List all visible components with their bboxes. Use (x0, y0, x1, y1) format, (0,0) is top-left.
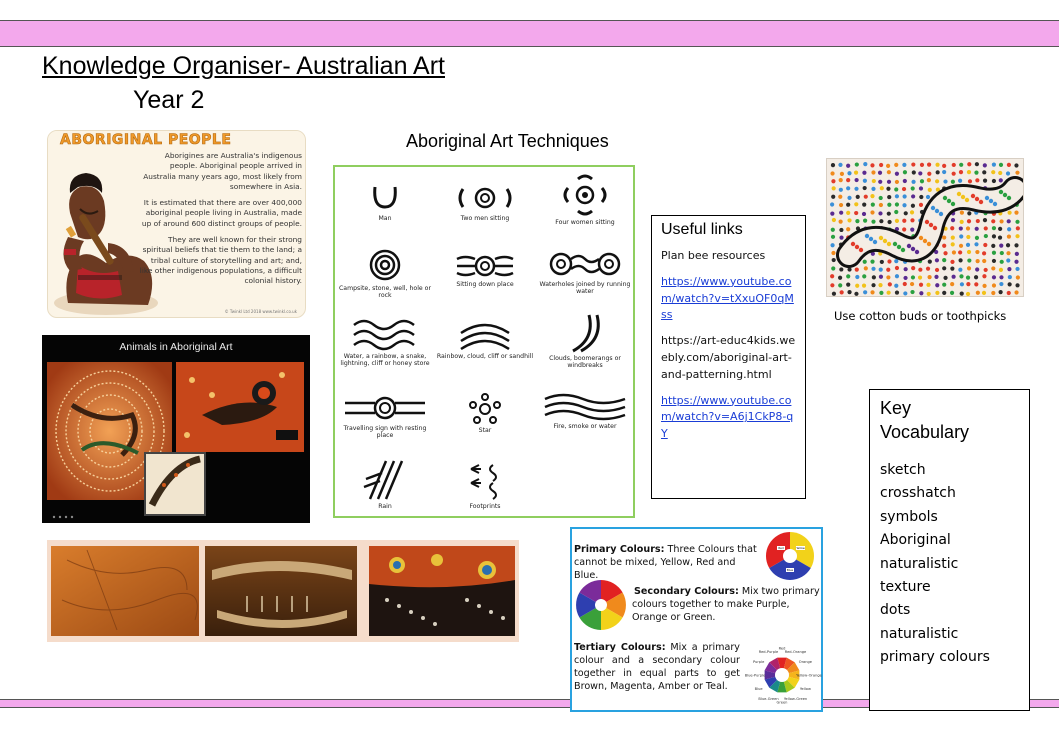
aboriginal-people-poster (47, 130, 306, 318)
technique-man: Man (335, 183, 435, 222)
dot-painting-caption: Use cotton buds or toothpicks (834, 309, 1007, 323)
primary-colours-text: Primary Colours: Three Colours that cannot be mixed, Yellow, Red and Blue. (574, 544, 757, 581)
tertiary-wheel-label: Yellow-Orange (796, 673, 822, 678)
sitting-down-place-icon (455, 253, 515, 279)
technique-fire-smoke-water: Fire, smoke or water (535, 391, 635, 430)
poster-text (136, 151, 302, 293)
poster-credit: © Twinkl Ltd 2018 www.twinkl.co.uk (224, 309, 297, 314)
animals-title: Animals in Aboriginal Art (119, 341, 233, 353)
technique-waterholes: Waterholes joined by running water (535, 249, 635, 296)
useful-links-box (651, 215, 806, 499)
technique-campsite: Campsite, stone, well, hole or rock (335, 247, 435, 300)
link-plan-bee: Plan bee resources (661, 249, 766, 262)
tertiary-wheel-label: Orange (798, 660, 813, 664)
vocabulary-word: primary colours (880, 649, 990, 666)
vocabulary-heading: Key Vocabulary (880, 398, 970, 442)
bark-painting-images (47, 540, 519, 642)
tertiary-wheel-label: Red-Orange (784, 650, 807, 655)
dot-painting-snake-artwork (827, 159, 1024, 297)
poster-paragraph: Aborigines are Australia's indigenous people. Aboriginal people arrived in Australia many years ago, most likely from somewhere in Asia. (143, 151, 302, 191)
footprints-icon (465, 461, 505, 501)
star-icon (468, 393, 502, 425)
animal-artwork-images (42, 335, 310, 523)
technique-sitting-down-place: Sitting down place (435, 253, 535, 288)
vocabulary-word: crosshatch (880, 485, 956, 502)
man-symbol-icon (365, 183, 405, 213)
technique-four-women-sitting: Four women sitting (535, 173, 635, 226)
primary-colour-wheel-icon (765, 531, 815, 581)
technique-clouds-boomerangs: Clouds, boomerangs or windbreaks (535, 311, 635, 370)
techniques-chart (333, 165, 635, 518)
link-youtube-1[interactable]: https://www.youtube.com/watch?v=tXxuOF0qMss (661, 274, 794, 322)
secondary-colours-text: Secondary Colours: Mix two primary colours together to make Purple, Orange or Green. (632, 586, 820, 623)
poster-title: ABORIGINAL PEOPLE (60, 132, 232, 148)
animals-in-aboriginal-art-panel (42, 335, 310, 523)
link-youtube-2[interactable]: https://www.youtube.com/watch?v=A6j1CkP8-qY (661, 393, 794, 441)
poster-paragraph: They are well known for their strong spiritual beliefs that tie them to the land; a tribal culture of storytelling and art; and, like other indigenous populations, a difficult colonial history. (139, 235, 302, 286)
tertiary-wheel-label: Blue-Purple (744, 673, 766, 678)
tertiary-wheel-label: Blue (754, 687, 763, 691)
vocabulary-word: sketch (880, 462, 926, 478)
technique-rainbow-cloud: Rainbow, cloud, cliff or sandhill (435, 319, 535, 360)
wheel-label-red: Red (778, 546, 784, 551)
two-men-sitting-icon (455, 183, 515, 213)
vocabulary-word: naturalistic (880, 625, 959, 642)
fire-smoke-lines-icon (543, 391, 627, 421)
page-title: Knowledge Organiser- Australian Art (42, 52, 445, 80)
campsite-concentric-circles-icon (367, 247, 403, 283)
vocabulary-word: naturalistic (880, 555, 959, 572)
vocabulary-word: texture (880, 579, 931, 596)
tertiary-wheel-label: Purple (752, 660, 765, 664)
technique-water-rainbow-snake: Water, a rainbow, a snake, lightning, cliff or honey store (335, 317, 435, 368)
tertiary-wheel-label: Red-Purple (758, 650, 779, 655)
top-pink-band (0, 20, 1059, 47)
link-art-educ4kids: https://art-educ4kids.weebly.com/aboriginal-art-and-patterning.html (661, 334, 796, 381)
tertiary-wheel-label: Green (776, 700, 788, 705)
secondary-colour-wheel-icon (575, 579, 627, 631)
technique-travelling-sign: Travelling sign with resting place (335, 393, 435, 440)
colour-theory-box (570, 527, 823, 712)
technique-rain: Rain (335, 457, 435, 510)
techniques-heading: Aboriginal Art Techniques (406, 131, 609, 151)
waterholes-icon (547, 249, 623, 279)
wheel-label-blue: Blue (786, 568, 794, 573)
tertiary-wheel-label: Red (778, 646, 786, 651)
boomerang-curves-icon (565, 311, 605, 353)
technique-two-men-sitting: Two men sitting (435, 183, 535, 222)
travelling-sign-icon (343, 393, 427, 423)
arcs-icon (455, 319, 515, 351)
poster-paragraph: It is estimated that there are over 400,000 aboriginal people living in Australia, made up of around 600 distinct groups of people. (141, 198, 302, 228)
wheel-label-yellow: Yellow (796, 546, 805, 551)
vocabulary-word: Aboriginal (880, 532, 951, 549)
tertiary-wheel-label: Yellow-Green (783, 696, 808, 701)
tertiary-wheel-label: Blue-Green (758, 696, 779, 701)
useful-links-heading: Useful links (661, 221, 743, 238)
tertiary-colour-wheel-icon (742, 637, 822, 709)
tertiary-wheel-label: Yellow (799, 687, 811, 691)
wavy-lines-icon (350, 317, 420, 351)
rain-lines-icon (360, 457, 410, 501)
technique-star: Star (435, 393, 535, 434)
year-label: Year 2 (133, 86, 205, 114)
dot-painting-image (826, 158, 1024, 297)
tertiary-colours-text: Tertiary Colours: Mix a primary colour and a secondary colour together in equal parts to get Brown, Magenta, Amber or Teal. (574, 642, 740, 692)
vocabulary-word: symbols (880, 508, 938, 525)
bark-painting-strip (47, 540, 519, 642)
four-women-sitting-icon (560, 173, 610, 217)
vocabulary-word: dots (880, 602, 911, 619)
vocabulary-list (880, 459, 1019, 670)
key-vocabulary-box (869, 389, 1030, 711)
technique-footprints: Footprints (435, 461, 535, 510)
